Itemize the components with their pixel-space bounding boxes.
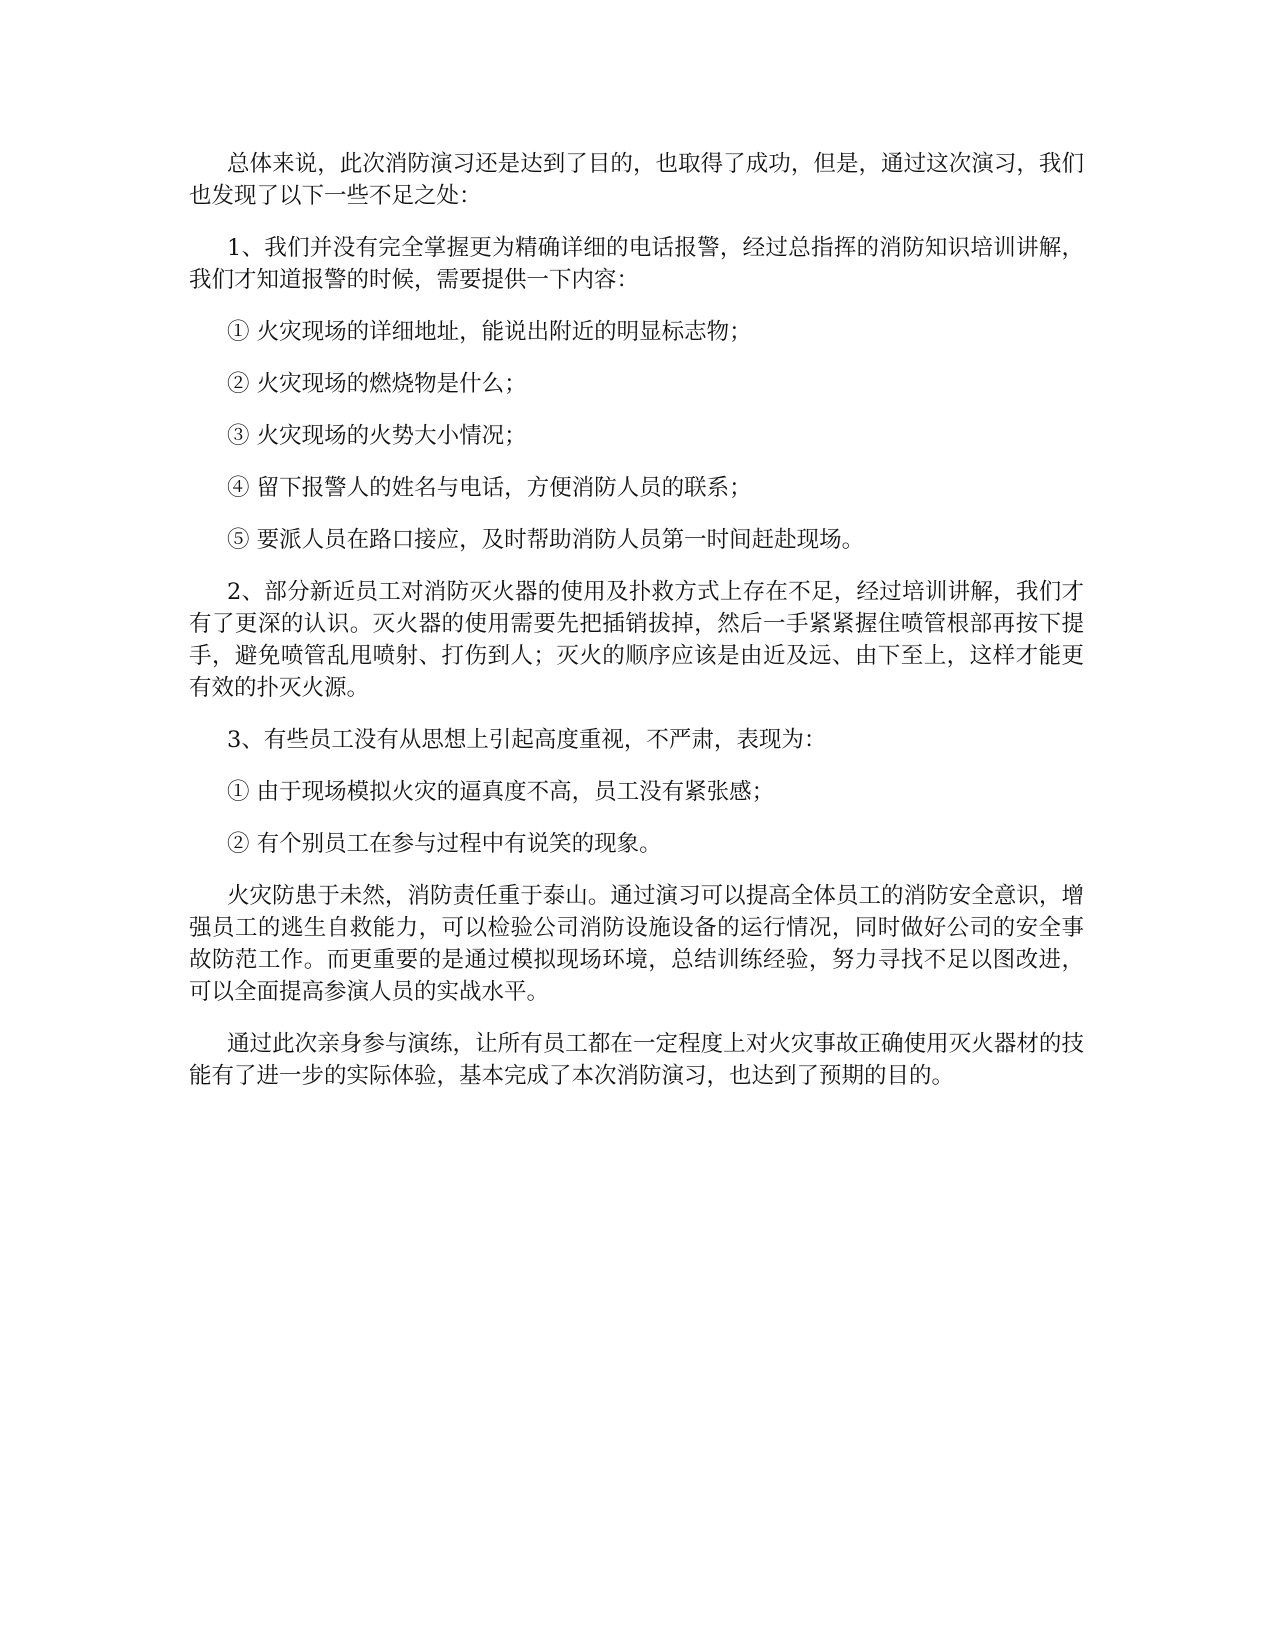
- list-item-reporter-contact: ④ 留下报警人的姓名与电话，方便消防人员的联系；: [227, 475, 752, 501]
- paragraph-point-1: 1、我们并没有完全掌握更为精确详细的电话报警，经过总指挥的消防知识培训讲解，我们才知道报警的时候，需要提供一下内容：: [189, 235, 1084, 293]
- document-body: [189, 148, 1084, 1092]
- paragraph-point-3: 3、有些员工没有从思想上引起高度重视，不严肃，表现为：: [227, 727, 827, 753]
- list-item-low-realism: ① 由于现场模拟火灾的逼真度不高，员工没有紧张感；: [227, 779, 775, 805]
- list-item-burning-material: ② 火灾现场的燃烧物是什么；: [227, 371, 527, 397]
- paragraph-summary-intro: 总体来说，此次消防演习还是达到了目的，也取得了成功，但是，通过这次演习，我们也发现了以下一些不足之处：: [189, 151, 1084, 209]
- list-item-road-reception: ⑤ 要派人员在路口接应，及时帮助消防人员第一时间赶赴现场。: [227, 527, 865, 553]
- paragraph-point-2: 2、部分新近员工对消防灭火器的使用及扑救方式上存在不足，经过培训讲解，我们才有了更深的认识。灭火器的使用需要先把插销拔掉，然后一手紧紧握住喷管根部再按下提手，避免喷管乱甩喷射、打伤到人；灭火的顺序应该是由近及远、由下至上，这样才能更有效的扑灭火源。: [189, 579, 1084, 701]
- paragraph-conclusion: 火灾防患于未然，消防责任重于泰山。通过演习可以提高全体员工的消防安全意识，增强员工的逃生自救能力，可以检验公司消防设施设备的运行情况，同时做好公司的安全事故防范工作。而更重要的是通过模拟现场环境，总结训练经验，努力寻找不足以图改进，可以全面提高参演人员的实战水平。: [189, 883, 1084, 1005]
- list-item-fire-size: ③ 火灾现场的火势大小情况；: [227, 423, 527, 449]
- paragraph-closing: 通过此次亲身参与演练，让所有员工都在一定程度上对火灾事故正确使用灭火器材的技能有了进一步的实际体验，基本完成了本次消防演习，也达到了预期的目的。: [189, 1031, 1084, 1089]
- list-item-joking: ② 有个别员工在参与过程中有说笑的现象。: [227, 831, 662, 857]
- list-item-address: ① 火灾现场的详细地址，能说出附近的明显标志物；: [227, 319, 752, 345]
